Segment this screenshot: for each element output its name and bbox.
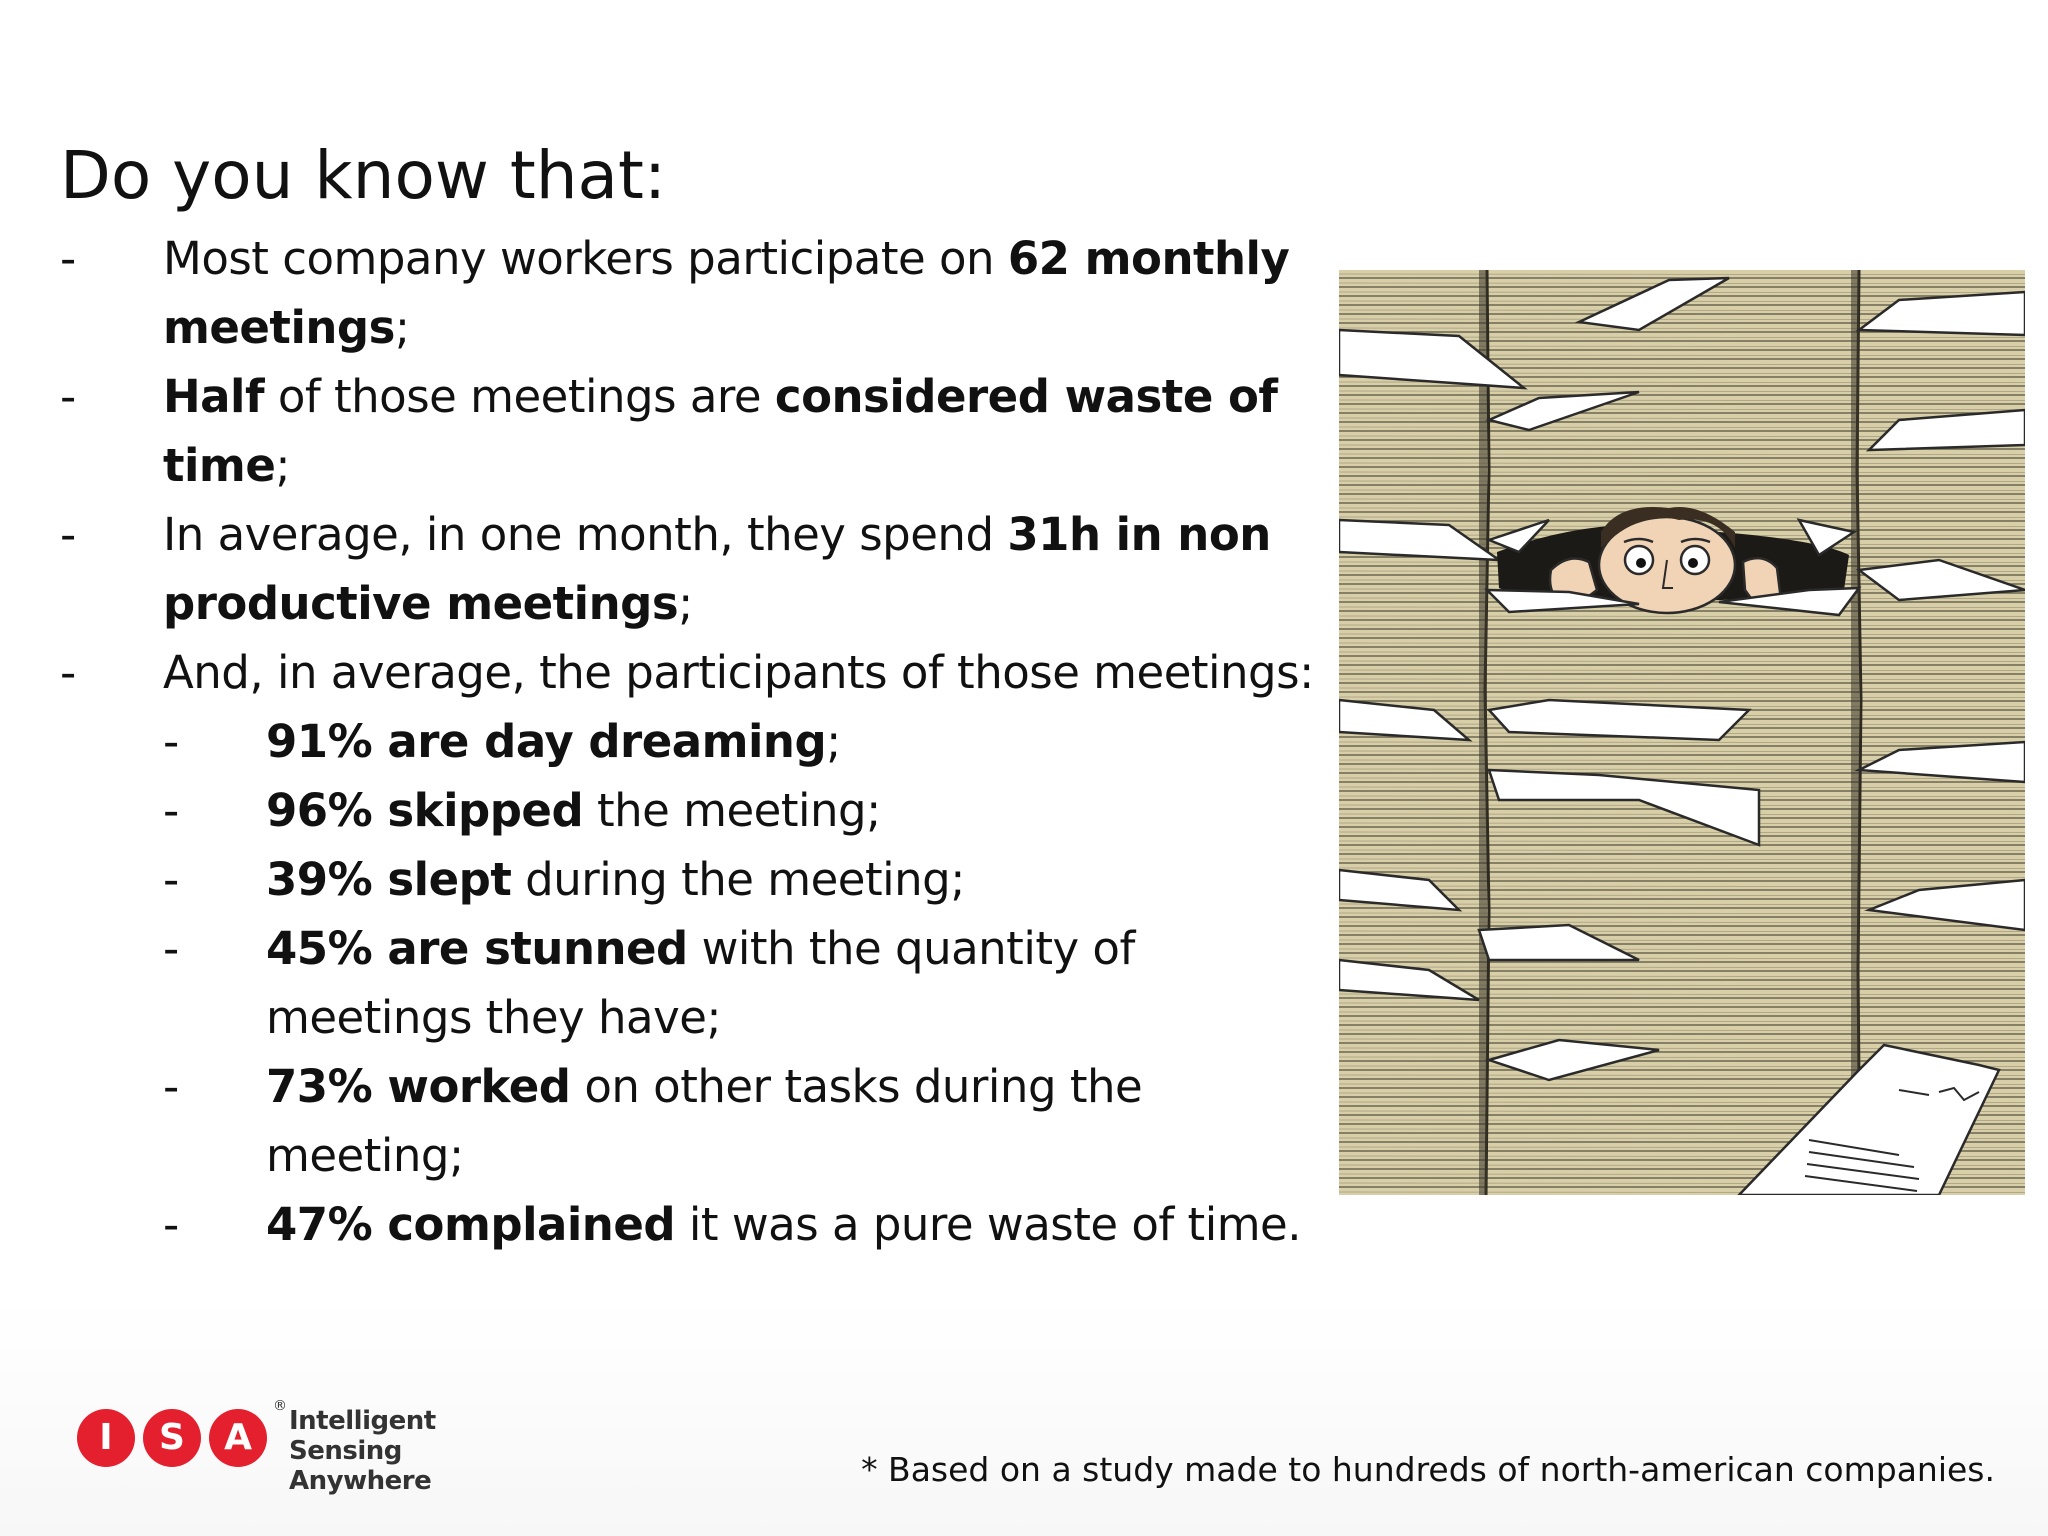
- sub-bullet-item: - 96% skipped the meeting;: [163, 776, 1350, 845]
- slide-title: Do you know that:: [60, 137, 667, 214]
- bullet-dash: -: [163, 853, 179, 906]
- bullet-dash: -: [60, 508, 76, 561]
- logo-letter-a: A: [209, 1409, 267, 1467]
- bullet-dash: -: [163, 784, 179, 837]
- bullet-list: [60, 224, 1350, 1259]
- bullet-dash: -: [163, 922, 179, 975]
- sub-bullet-item: - 91% are day dreaming;: [163, 707, 1350, 776]
- registered-mark: ®: [273, 1398, 287, 1414]
- bullet-dash: -: [60, 232, 76, 285]
- paper-stack-cartoon: [1339, 270, 2025, 1195]
- logo-letter-i: I: [77, 1409, 135, 1467]
- bullet-item: - Half of those meetings are considered waste of time;: [60, 362, 1350, 500]
- logo-letter-s: S: [143, 1409, 201, 1467]
- bullet-dash: -: [163, 715, 179, 768]
- bullet-dash: -: [60, 370, 76, 423]
- footnote: * Based on a study made to hundreds of north-american companies.: [861, 1450, 1995, 1489]
- sub-bullet-item: - 73% worked on other tasks during the meeting;: [163, 1052, 1350, 1190]
- bullet-item: - In average, in one month, they spend 31h in non productive meetings;: [60, 500, 1350, 638]
- sub-bullet-item: - 39% slept during the meeting;: [163, 845, 1350, 914]
- bullet-item: - And, in average, the participants of those meetings:: [60, 638, 1350, 707]
- bullet-dash: -: [60, 646, 76, 699]
- sub-bullet-item: - 45% are stunned with the quantity of meetings they have;: [163, 914, 1350, 1052]
- logo-tagline: Intelligent Sensing Anywhere: [289, 1406, 436, 1496]
- sub-bullet-item: - 47% complained it was a pure waste of time.: [163, 1190, 1350, 1259]
- bullet-dash: -: [163, 1060, 179, 1113]
- bullet-dash: -: [163, 1198, 179, 1251]
- bullet-item: - Most company workers participate on 62 monthly meetings;: [60, 224, 1350, 362]
- company-logo: [77, 1398, 517, 1496]
